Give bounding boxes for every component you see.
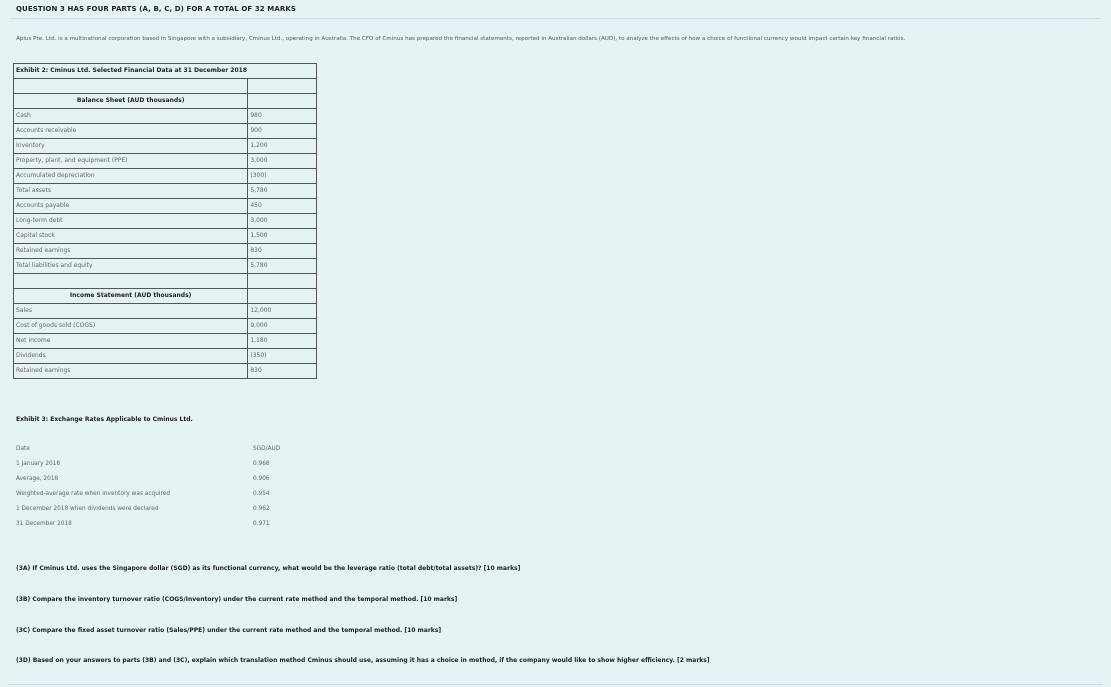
table-row (14, 364, 317, 379)
row-value: 980 (248, 109, 317, 124)
exhibit3-title: Exhibit 3: Exchange Rates Applicable to Cminus Ltd. (16, 416, 193, 423)
row-value: 12,000 (248, 304, 317, 319)
row-value: 450 (248, 199, 317, 214)
row-value: 3,000 (248, 214, 317, 229)
table-row (14, 319, 317, 334)
row-value: 5,780 (248, 184, 317, 199)
table-row (14, 259, 317, 274)
blank-cell (248, 79, 317, 94)
row-label: Total assets (14, 184, 248, 199)
blank-cell (14, 79, 248, 94)
exhibit3-date-header: Date (16, 446, 30, 452)
row-value: 1,180 (248, 334, 317, 349)
blank-cell (248, 274, 317, 289)
rate-row-value: 0.971 (253, 521, 270, 527)
table-row (14, 124, 317, 139)
heading-divider (10, 18, 1101, 19)
question-3d: (3D) Based on your answers to parts (3B) and (3C), explain which translation method Cminus should use, assuming it has a choice in method, if the company would like to show higher efficiency. [2 marks] (16, 657, 710, 664)
table-row (14, 244, 317, 259)
balance-sheet-header: Balance Sheet (AUD thousands) (14, 94, 248, 109)
row-label: Cost of goods sold (COGS) (14, 319, 248, 334)
table-row (14, 199, 317, 214)
row-value: 1,500 (248, 229, 317, 244)
row-value: 5,780 (248, 259, 317, 274)
table-row (14, 109, 317, 124)
rate-row-label: 31 December 2018 (16, 521, 72, 527)
row-value: (300) (248, 169, 317, 184)
question-3a: (3A) If Cminus Ltd. uses the Singapore dollar (SGD) as its functional currency, what would be the leverage ratio (total debt/total assets)? [10 marks] (16, 565, 521, 572)
rate-row-value: 0.906 (253, 476, 270, 482)
exhibit2-title: Exhibit 2: Cminus Ltd. Selected Financial Data at 31 December 2018 (14, 64, 317, 79)
row-label: Accounts receivable (14, 124, 248, 139)
row-label: Dividends (14, 349, 248, 364)
row-label: Total liabilities and equity (14, 259, 248, 274)
row-value: 830 (248, 244, 317, 259)
table-row (14, 349, 317, 364)
row-value: 1,200 (248, 139, 317, 154)
income-statement-header: Income Statement (AUD thousands) (14, 289, 248, 304)
row-label: Net income (14, 334, 248, 349)
question-heading: QUESTION 3 HAS FOUR PARTS (A, B, C, D) FOR A TOTAL OF 32 MARKS (16, 5, 297, 13)
row-label: Capital stock (14, 229, 248, 244)
row-label: Retained earnings (14, 244, 248, 259)
table-row (14, 184, 317, 199)
rate-row-value: 0.962 (253, 506, 270, 512)
rate-row-label: 1 January 2018 (16, 461, 61, 467)
row-label: Property, plant, and equipment (PPE) (14, 154, 248, 169)
exhibit2-table (13, 63, 317, 379)
row-label: Long-term debt (14, 214, 248, 229)
bottom-divider (8, 684, 1103, 685)
table-row (14, 334, 317, 349)
rate-row-label: Average, 2018 (16, 476, 59, 482)
row-label: Cash (14, 109, 248, 124)
exhibit3-rate-header: SGD/AUD (253, 446, 281, 452)
table-row (14, 229, 317, 244)
blank-cell (248, 94, 317, 109)
row-value: (350) (248, 349, 317, 364)
row-label: Retained earnings (14, 364, 248, 379)
blank-cell (14, 274, 248, 289)
row-label: Accounts payable (14, 199, 248, 214)
row-label: Accumulated depreciation (14, 169, 248, 184)
rate-row-value: 0.968 (253, 461, 270, 467)
row-value: 3,000 (248, 154, 317, 169)
blank-cell (248, 289, 317, 304)
rate-row-label: Weighted-average rate when inventory was acquired (16, 491, 171, 497)
row-value: 9,000 (248, 319, 317, 334)
row-value: 900 (248, 124, 317, 139)
rate-row-value: 0.954 (253, 491, 270, 497)
question-3c: (3C) Compare the fixed asset turnover ratio (Sales/PPE) under the current rate method and the temporal method. [10 marks] (16, 627, 442, 634)
row-value: 830 (248, 364, 317, 379)
rate-row-label: 1 December 2018 when dividends were declared (16, 506, 159, 512)
table-row (14, 304, 317, 319)
table-row (14, 139, 317, 154)
question-3b: (3B) Compare the inventory turnover ratio (COGS/Inventory) under the current rate method and the temporal method. [10 marks] (16, 596, 458, 603)
intro-paragraph: Aplus Pte. Ltd. is a multinational corporation based in Singapore with a subsidiary, Cminus Ltd., operating in Australia. The CFO of Cminus has prepared the financial statements, reported in Australian dollars (AUD), to analyze the effects of how a choice of functional currency would impact certain key financial ratios. (16, 36, 906, 42)
row-label: Sales (14, 304, 248, 319)
table-row (14, 214, 317, 229)
row-label: Inventory (14, 139, 248, 154)
table-row (14, 169, 317, 184)
table-row (14, 154, 317, 169)
